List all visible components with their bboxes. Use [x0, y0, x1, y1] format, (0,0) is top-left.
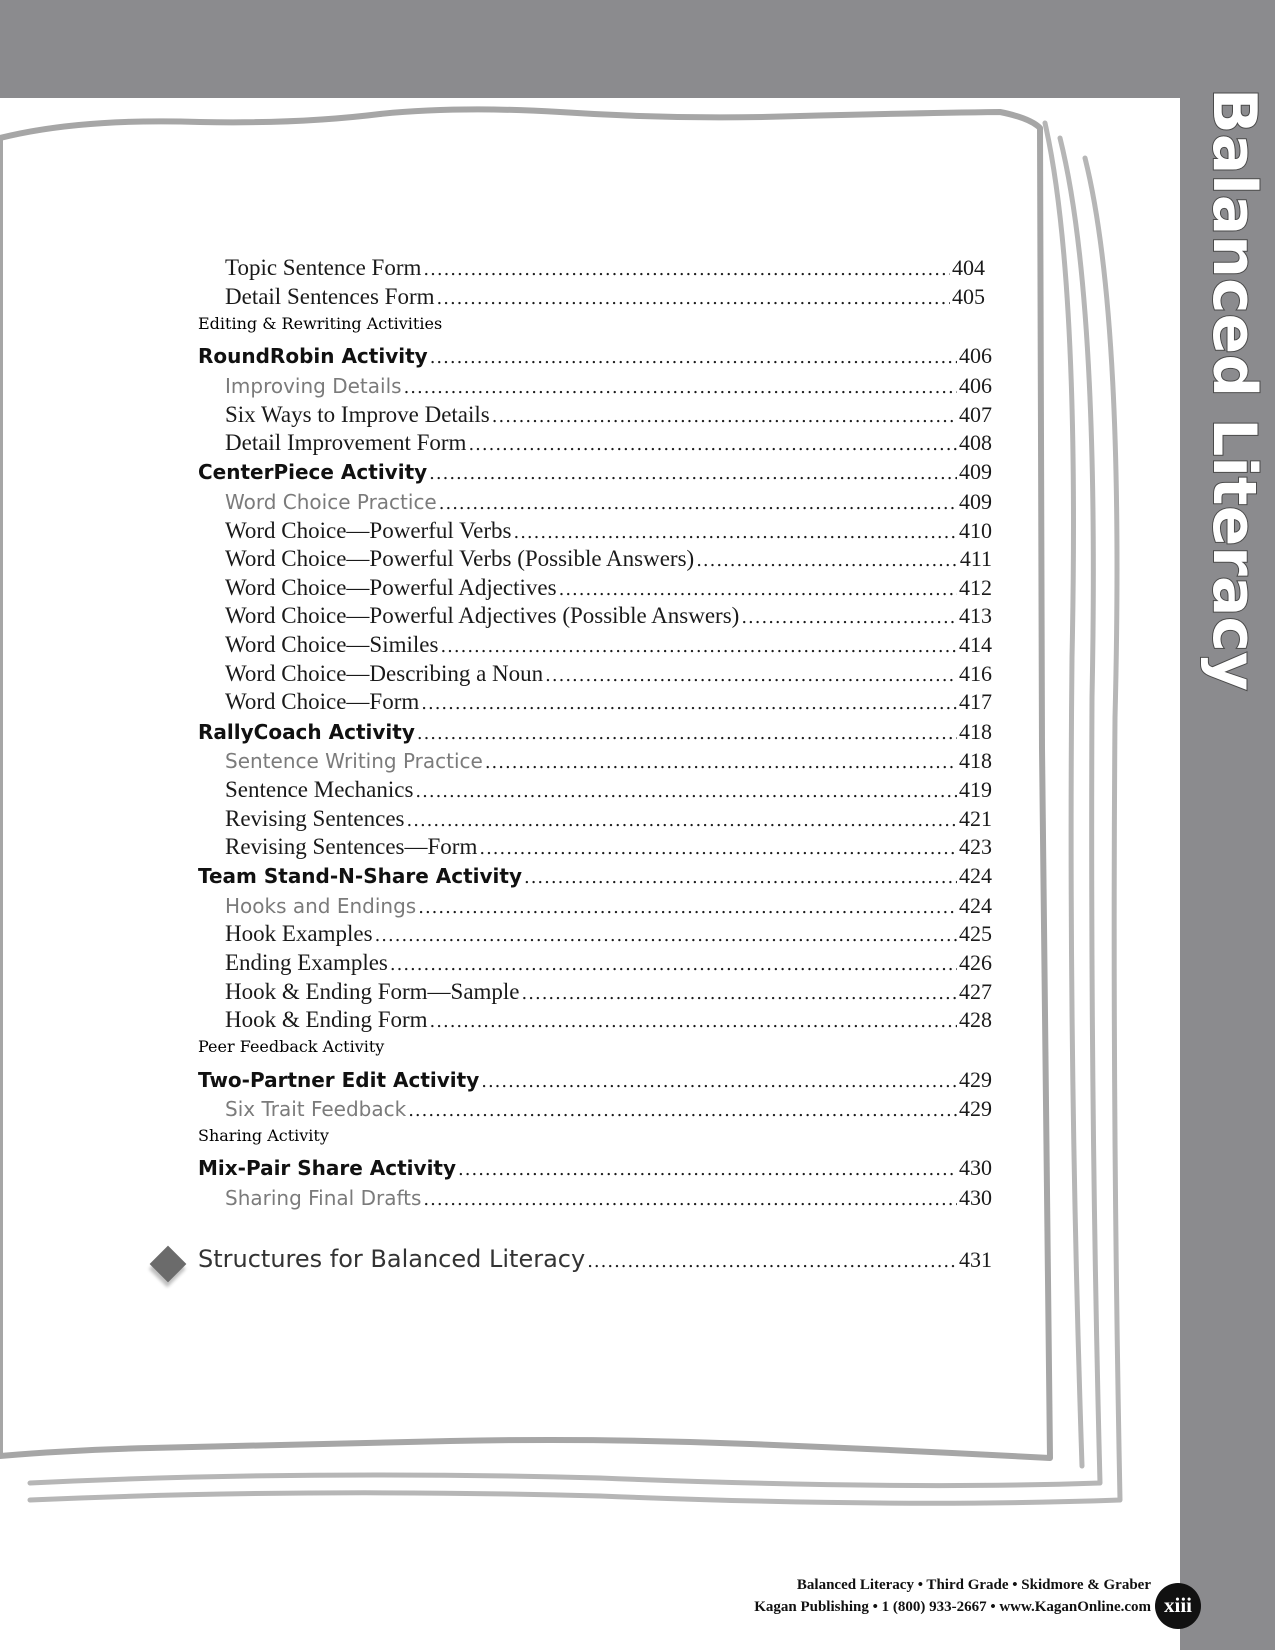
toc-leader-dots [458, 1159, 957, 1180]
toc-leader-dots [439, 493, 957, 514]
toc-leader-dots [468, 434, 957, 455]
toc-entry-page: 426 [959, 950, 992, 975]
toc-entry [198, 1037, 992, 1067]
toc-entry [225, 921, 992, 951]
toc-leader-dots [418, 897, 957, 918]
toc-entry-page: 424 [959, 893, 992, 918]
toc-leader-dots [479, 838, 957, 859]
toc-leader-dots [437, 288, 950, 309]
toc-leader-dots [485, 752, 957, 773]
toc-entry [225, 950, 992, 980]
footer-line-2: Kagan Publishing • 1 (800) 933-2667 • www.KaganOnline.com [754, 1599, 1151, 1615]
toc-entry [225, 575, 992, 605]
toc-leader-dots [415, 781, 957, 802]
toc-entry-label: Hooks and Endings [225, 894, 417, 918]
toc-leader-dots [524, 867, 957, 888]
toc-entry [225, 632, 992, 662]
toc-leader-dots [492, 406, 957, 427]
toc-entry-page: 406 [959, 373, 992, 398]
toc-entry-page: 417 [959, 689, 992, 714]
toc-leader-dots [417, 723, 957, 744]
toc-entry-page: 429 [959, 1096, 992, 1121]
toc-entry-page: 406 [959, 343, 992, 368]
toc-entry-page: 423 [959, 834, 992, 859]
toc-entry [225, 546, 992, 576]
toc-leader-dots [404, 377, 957, 398]
toc-leader-dots [587, 1251, 957, 1272]
toc-entry-page: 405 [952, 284, 985, 309]
toc-entry [225, 1185, 992, 1215]
toc-entry-page: 424 [959, 863, 992, 888]
toc-leader-dots [423, 1189, 957, 1210]
footer-line-1: Balanced Literacy • Third Grade • Skidmore & Graber [796, 1577, 1151, 1593]
toc-entry-page: 430 [959, 1155, 992, 1180]
toc-entry-label: Six Ways to Improve Details [225, 402, 490, 427]
toc-entry-page: 413 [959, 603, 992, 628]
toc-leader-dots [421, 693, 957, 714]
toc-entry-label: Revising Sentences—Form [225, 834, 478, 859]
toc-entry-label: Peer Feedback Activity [198, 1037, 385, 1056]
toc-entry [198, 343, 992, 373]
toc-entry-label: Sharing Activity [198, 1126, 329, 1145]
toc-entry [225, 893, 992, 923]
toc-entry-label: Mix-Pair Share Activity [198, 1156, 457, 1180]
toc-entry [225, 689, 992, 719]
toc-entry-label: Word Choice Practice [225, 490, 437, 514]
toc-entry [225, 489, 992, 519]
toc-leader-dots [481, 1071, 957, 1092]
toc-entry [225, 402, 992, 432]
toc-entry-label: Detail Improvement Form [225, 430, 467, 455]
toc-entry [225, 1007, 992, 1037]
toc-leader-dots [522, 983, 957, 1004]
toc-entry-label: Sharing Final Drafts [225, 1186, 422, 1210]
toc-entry-label: Sentence Mechanics [225, 777, 414, 802]
toc-entry-page: 411 [959, 546, 992, 571]
toc-entry [225, 777, 992, 807]
toc-entry-page: 429 [959, 1067, 992, 1092]
toc-entry-page: 418 [959, 719, 992, 744]
toc-leader-dots [545, 665, 957, 686]
toc-leader-dots [696, 550, 958, 571]
toc-entry-label: Editing & Rewriting Activities [198, 314, 443, 333]
toc-entry-page: 427 [959, 979, 992, 1004]
side-title-text: Balanced Literacy [1199, 88, 1269, 692]
toc-leader-dots [430, 1011, 957, 1032]
toc-entry-page: 419 [959, 777, 992, 802]
toc-leader-dots [430, 347, 957, 368]
toc-entry-page: 430 [959, 1185, 992, 1210]
toc-entry [225, 255, 985, 285]
toc-entry [225, 430, 992, 460]
toc-entry-label: Detail Sentences Form [225, 284, 435, 309]
toc-entry [198, 1067, 992, 1097]
toc-entry-label: Word Choice—Powerful Adjectives (Possible Answers) [225, 603, 740, 628]
toc-entry-label: Team Stand-N-Share Activity [198, 864, 522, 888]
toc-entry [198, 863, 992, 893]
side-title [1180, 88, 1275, 708]
toc-entry [198, 719, 992, 749]
toc-entry [225, 979, 992, 1009]
toc-entry-page: 428 [959, 1007, 992, 1032]
toc-entry-label: Hook & Ending Form—Sample [225, 979, 520, 1004]
toc-leader-dots [423, 259, 950, 280]
toc-entry-label: Six Trait Feedback [225, 1097, 407, 1121]
toc-entry-page: 431 [959, 1247, 992, 1272]
footer [754, 1574, 1151, 1618]
toc-entry-page: 404 [952, 255, 985, 280]
toc-entry-page: 409 [959, 459, 992, 484]
toc-leader-dots [390, 954, 957, 975]
toc-entry [198, 1155, 992, 1185]
toc-leader-dots [407, 810, 958, 831]
toc-entry-label: Structures for Balanced Literacy [198, 1245, 586, 1273]
toc-leader-dots [741, 607, 957, 628]
toc-entry-page: 408 [959, 430, 992, 455]
toc-leader-dots [440, 636, 957, 657]
toc-entry-label: Word Choice—Similes [225, 632, 439, 657]
toc-entry-page: 418 [959, 748, 992, 773]
toc-entry [225, 284, 985, 314]
toc-entry [225, 518, 992, 548]
toc-entry-label: Word Choice—Powerful Verbs (Possible Answers) [225, 546, 695, 571]
header-band [0, 0, 1275, 98]
toc-entry [198, 459, 992, 489]
toc-entry [198, 314, 992, 344]
toc-entry [225, 806, 992, 836]
toc-entry-label: Word Choice—Powerful Verbs [225, 518, 512, 543]
toc-entry [225, 1096, 992, 1126]
toc-leader-dots [513, 522, 957, 543]
toc-leader-dots [429, 463, 957, 484]
toc-entry-page: 414 [959, 632, 992, 657]
toc-entry [225, 603, 992, 633]
toc-entry-page: 416 [959, 661, 992, 686]
toc-entry [225, 834, 992, 864]
toc-entry-page: 409 [959, 489, 992, 514]
toc-entry [198, 1245, 992, 1281]
toc-entry-page: 412 [959, 575, 992, 600]
toc-entry-label: CenterPiece Activity [198, 460, 428, 484]
toc-entry-label: Ending Examples [225, 950, 388, 975]
toc-entry-label: RoundRobin Activity [198, 344, 428, 368]
toc-entry-label: RallyCoach Activity [198, 720, 415, 744]
toc-entry [225, 373, 992, 403]
toc-entry-label: Word Choice—Describing a Noun [225, 661, 544, 686]
toc-entry-label: Word Choice—Form [225, 689, 420, 714]
toc-entry-label: Revising Sentences [225, 806, 405, 831]
toc-entry-label: Topic Sentence Form [225, 255, 422, 280]
toc-entry-label: Improving Details [225, 374, 402, 398]
toc-entry-page: 410 [959, 518, 992, 543]
toc-entry-label: Hook & Ending Form [225, 1007, 428, 1032]
toc-entry-label: Hook Examples [225, 921, 373, 946]
toc-entry-label: Word Choice—Powerful Adjectives [225, 575, 557, 600]
toc-leader-dots [375, 925, 957, 946]
toc-entry [225, 661, 992, 691]
toc-entry-page: 421 [959, 806, 992, 831]
toc-entry-label: Two-Partner Edit Activity [198, 1068, 480, 1092]
toc-entry [198, 1126, 992, 1156]
toc-entry-page: 407 [959, 402, 992, 427]
toc-leader-dots [559, 579, 957, 600]
page-number: xiii [1155, 1583, 1201, 1629]
toc-entry-page: 425 [959, 921, 992, 946]
toc-entry-label: Sentence Writing Practice [225, 749, 483, 773]
toc-leader-dots [408, 1100, 957, 1121]
toc-entry [225, 748, 992, 778]
